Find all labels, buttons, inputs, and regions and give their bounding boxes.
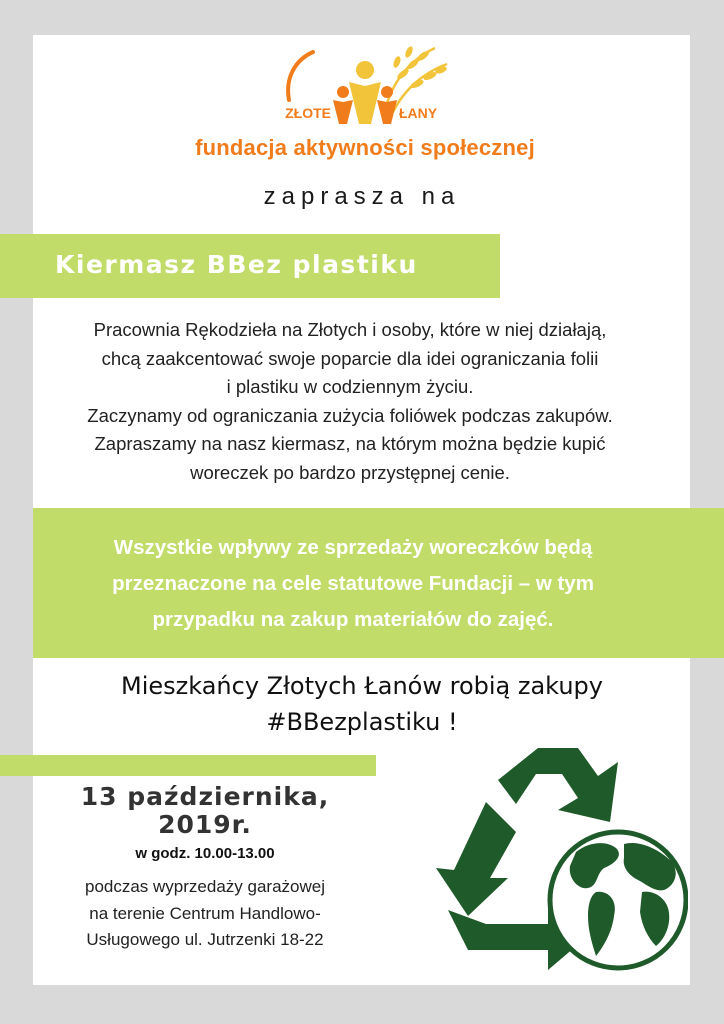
wheat-and-people-logo-icon	[275, 40, 455, 126]
intro-line: Zapraszamy na nasz kiermasz, na którym można będzie kupić	[94, 433, 606, 454]
proceeds-line: przeznaczone na cele statutowe Fundacji – w tym	[112, 572, 594, 595]
foundation-name: fundacja aktywności społecznej	[195, 135, 535, 160]
title-banner	[0, 234, 500, 298]
date-line: 13 października,	[80, 782, 330, 811]
year-line: 2019r.	[158, 810, 252, 839]
foundation-logo	[170, 40, 560, 170]
accent-strip	[0, 755, 376, 776]
intro-line: chcą zaakcentować swoje poparcie dla idei ograniczania folii	[101, 347, 599, 369]
intro-paragraph	[40, 316, 660, 487]
event-hours: w godz. 10.00-13.00	[135, 845, 275, 862]
recycle-globe-icon	[428, 740, 688, 980]
logo-word-right: ŁANY	[399, 105, 438, 121]
slogan-line: Mieszkańcy Złotych Łanów robią zakupy	[121, 672, 603, 700]
event-venue	[40, 874, 370, 954]
proceeds-text	[33, 530, 673, 638]
logo-word-left: ZŁOTE	[285, 105, 331, 121]
event-date	[55, 783, 355, 839]
venue-line: Usługowego ul. Jutrzenki 18-22	[86, 930, 324, 949]
venue-line: na terenie Centrum Handlowo-	[89, 903, 321, 923]
intro-line: Pracownia Rękodzieła na Złotych i osoby, które w niej działają,	[93, 319, 607, 340]
intro-line: i plastiku w codziennym życiu.	[226, 376, 474, 397]
residents-slogan	[0, 668, 724, 740]
intro-line: Zaczynamy od ograniczania zużycia foliówek podczas zakupów.	[87, 404, 613, 426]
invite-text: zaprasza na	[263, 183, 461, 210]
venue-line: podczas wyprzedaży garażowej	[84, 877, 325, 896]
intro-line: woreczek po bardzo przystępnej cenie.	[190, 461, 510, 483]
slogan-hashtag: #BBezplastiku !	[266, 708, 458, 736]
event-title: Kiermasz BBez plastiku	[55, 250, 418, 279]
proceeds-line: Wszystkie wpływy ze sprzedaży woreczków będą	[113, 536, 593, 559]
proceeds-line: przypadku na zakup materiałów do zajęć.	[152, 608, 554, 631]
